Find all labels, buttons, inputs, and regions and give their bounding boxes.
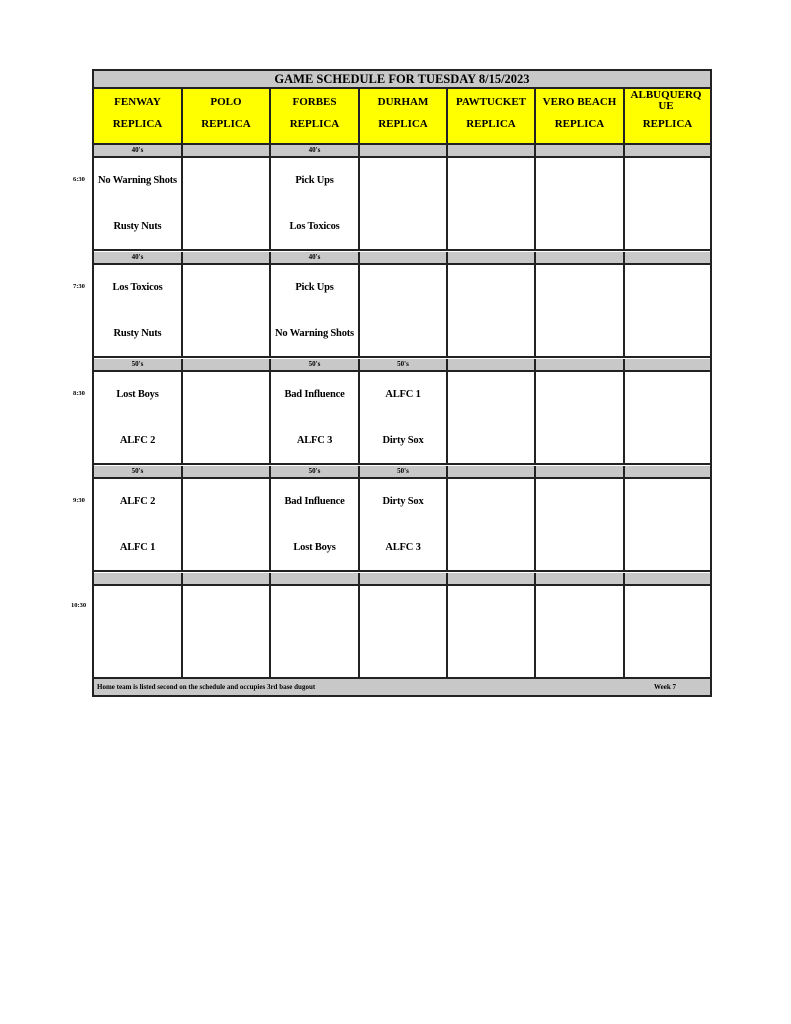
- division-label: [183, 145, 271, 158]
- game-cell: [448, 586, 536, 679]
- away-team: [627, 273, 708, 303]
- field-type: REPLICA: [201, 118, 251, 130]
- away-team: [362, 594, 444, 624]
- away-team: ALFC 1: [385, 389, 421, 400]
- home-team: [185, 640, 267, 670]
- home-team: ALFC 3: [296, 435, 333, 446]
- game-cell: [183, 158, 271, 251]
- game-cell: [448, 158, 536, 251]
- home-team: [538, 426, 621, 456]
- field-header-durham: [360, 89, 448, 145]
- division-label: [536, 466, 625, 479]
- game-cell: [448, 265, 536, 358]
- home-team: [538, 319, 621, 349]
- home-team: [450, 533, 532, 563]
- away-team: Pick Ups: [295, 175, 334, 186]
- field-name: PAWTUCKET: [455, 96, 527, 108]
- away-team: [627, 487, 708, 517]
- field-type: REPLICA: [378, 118, 428, 130]
- away-team: [185, 487, 267, 517]
- division-label: 50's: [94, 359, 183, 372]
- away-team: [450, 166, 532, 196]
- division-label: [625, 359, 710, 372]
- away-team: [538, 487, 621, 517]
- field-header-forbes: [271, 89, 360, 145]
- game-cell: [271, 479, 360, 572]
- time-slot-label: 8:30: [73, 390, 85, 397]
- game-cell: [360, 372, 448, 465]
- home-team: Dirty Sox: [382, 435, 424, 446]
- division-label: [183, 252, 271, 265]
- division-label: [360, 252, 448, 265]
- home-team: [450, 319, 532, 349]
- division-label: [360, 573, 448, 586]
- home-team: [96, 640, 179, 670]
- field-header-fenway: [94, 89, 183, 145]
- game-cell: [536, 586, 625, 679]
- field-header-polo: [183, 89, 271, 145]
- game-cell: [94, 265, 183, 358]
- division-label: [183, 573, 271, 586]
- home-team: Rusty Nuts: [113, 328, 162, 339]
- division-label: [183, 359, 271, 372]
- division-label: [536, 252, 625, 265]
- away-team: Pick Ups: [295, 282, 334, 293]
- away-team: [450, 380, 532, 410]
- game-cell: [271, 372, 360, 465]
- home-team: [627, 426, 708, 456]
- game-cell: [271, 158, 360, 251]
- game-cell: [625, 479, 710, 572]
- division-label: [94, 573, 183, 586]
- home-team: No Warning Shots: [275, 328, 354, 339]
- home-team: Rusty Nuts: [113, 221, 162, 232]
- division-label: [448, 145, 536, 158]
- away-team: [273, 594, 356, 624]
- away-team: Bad Influence: [284, 496, 345, 507]
- home-team: [185, 319, 267, 349]
- away-team: [538, 380, 621, 410]
- game-cell: [448, 479, 536, 572]
- game-cell: [536, 372, 625, 465]
- division-label: [625, 145, 710, 158]
- home-team: [185, 533, 267, 563]
- division-label: [448, 359, 536, 372]
- game-cell: [360, 479, 448, 572]
- field-name: POLO: [210, 96, 242, 108]
- home-team: [362, 640, 444, 670]
- away-team: [185, 273, 267, 303]
- away-team: Los Toxicos: [112, 282, 163, 293]
- division-label: 50's: [360, 359, 448, 372]
- schedule-title: GAME SCHEDULE FOR TUESDAY 8/15/2023: [94, 71, 710, 89]
- time-slot-label: 6:30: [73, 176, 85, 183]
- home-team: [185, 426, 267, 456]
- game-cell: [625, 586, 710, 679]
- away-team: [450, 273, 532, 303]
- game-cell: [536, 265, 625, 358]
- game-cell: [94, 479, 183, 572]
- game-cell: [360, 586, 448, 679]
- division-label: [625, 252, 710, 265]
- away-team: Bad Influence: [284, 389, 345, 400]
- field-type: REPLICA: [554, 118, 605, 130]
- home-team: [627, 319, 708, 349]
- division-label: [625, 466, 710, 479]
- home-team: [627, 533, 708, 563]
- division-label: 50's: [94, 466, 183, 479]
- away-team: [538, 594, 621, 624]
- week-label: Week 7: [654, 683, 676, 691]
- game-cell: [360, 158, 448, 251]
- field-header-vero-beach: [536, 89, 625, 145]
- away-team: [538, 273, 621, 303]
- game-cell: [183, 372, 271, 465]
- away-team: [185, 380, 267, 410]
- away-team: [538, 166, 621, 196]
- game-cell: [625, 158, 710, 251]
- division-label: [536, 573, 625, 586]
- division-label: 40's: [271, 252, 360, 265]
- home-team: Lost Boys: [293, 542, 336, 553]
- field-name: ALBUQUERQUE: [630, 89, 702, 112]
- time-slot-label: 9:30: [73, 497, 85, 504]
- home-team: [185, 212, 267, 242]
- game-cell: [448, 372, 536, 465]
- field-type: REPLICA: [289, 118, 340, 130]
- game-cell: [94, 586, 183, 679]
- away-team: [185, 166, 267, 196]
- field-name: FENWAY: [114, 96, 161, 108]
- game-cell: [183, 479, 271, 572]
- away-team: [627, 380, 708, 410]
- home-team: [627, 212, 708, 242]
- game-cell: [183, 265, 271, 358]
- field-header-albuquerque: [625, 89, 710, 145]
- away-team: [362, 273, 444, 303]
- home-team: [362, 319, 444, 349]
- home-team: ALFC 2: [119, 435, 156, 446]
- game-cell: [536, 158, 625, 251]
- field-name: FORBES: [292, 96, 337, 108]
- time-slot-label: 10:30: [71, 602, 87, 609]
- away-team: No Warning Shots: [98, 175, 177, 186]
- schedule-table: [92, 69, 712, 697]
- time-slot-label: 7:30: [73, 283, 85, 290]
- game-cell: [271, 265, 360, 358]
- home-team: [538, 212, 621, 242]
- home-team: [450, 212, 532, 242]
- home-team: ALFC 3: [385, 542, 421, 553]
- away-team: [96, 594, 179, 624]
- division-label: 50's: [271, 359, 360, 372]
- away-team: [362, 166, 444, 196]
- division-label: [448, 252, 536, 265]
- home-team: [450, 640, 532, 670]
- away-team: [627, 594, 708, 624]
- game-cell: [94, 158, 183, 251]
- schedule-footer: [94, 679, 710, 695]
- home-team: [538, 640, 621, 670]
- division-label: [448, 466, 536, 479]
- home-team: [627, 640, 708, 670]
- game-cell: [536, 479, 625, 572]
- away-team: [450, 594, 532, 624]
- away-team: Dirty Sox: [382, 496, 424, 507]
- home-team: [538, 533, 621, 563]
- game-cell: [625, 265, 710, 358]
- away-team: ALFC 2: [119, 496, 156, 507]
- field-type: REPLICA: [642, 118, 693, 130]
- division-label: 40's: [94, 145, 183, 158]
- game-cell: [94, 372, 183, 465]
- division-label: 40's: [94, 252, 183, 265]
- away-team: [185, 594, 267, 624]
- away-team: [450, 487, 532, 517]
- field-type: REPLICA: [466, 118, 516, 130]
- home-team: Los Toxicos: [289, 221, 340, 232]
- field-name: VERO BEACH: [542, 96, 617, 108]
- home-team: [273, 640, 356, 670]
- division-label: [271, 573, 360, 586]
- game-cell: [625, 372, 710, 465]
- division-label: 40's: [271, 145, 360, 158]
- division-label: 50's: [271, 466, 360, 479]
- home-team: [450, 426, 532, 456]
- division-label: [448, 573, 536, 586]
- home-team: ALFC 1: [119, 542, 156, 553]
- division-label: [360, 145, 448, 158]
- game-cell: [360, 265, 448, 358]
- away-team: [627, 166, 708, 196]
- home-team-note: Home team is listed second on the schedule and occupies 3rd base dugout: [97, 683, 316, 691]
- field-type: REPLICA: [112, 118, 163, 130]
- division-label: [183, 466, 271, 479]
- game-cell: [183, 586, 271, 679]
- field-header-pawtucket: [448, 89, 536, 145]
- field-name: DURHAM: [377, 96, 429, 108]
- division-label: 50's: [360, 466, 448, 479]
- division-label: [536, 145, 625, 158]
- division-label: [536, 359, 625, 372]
- away-team: Lost Boys: [116, 389, 159, 400]
- game-cell: [271, 586, 360, 679]
- home-team: [362, 212, 444, 242]
- division-label: [625, 573, 710, 586]
